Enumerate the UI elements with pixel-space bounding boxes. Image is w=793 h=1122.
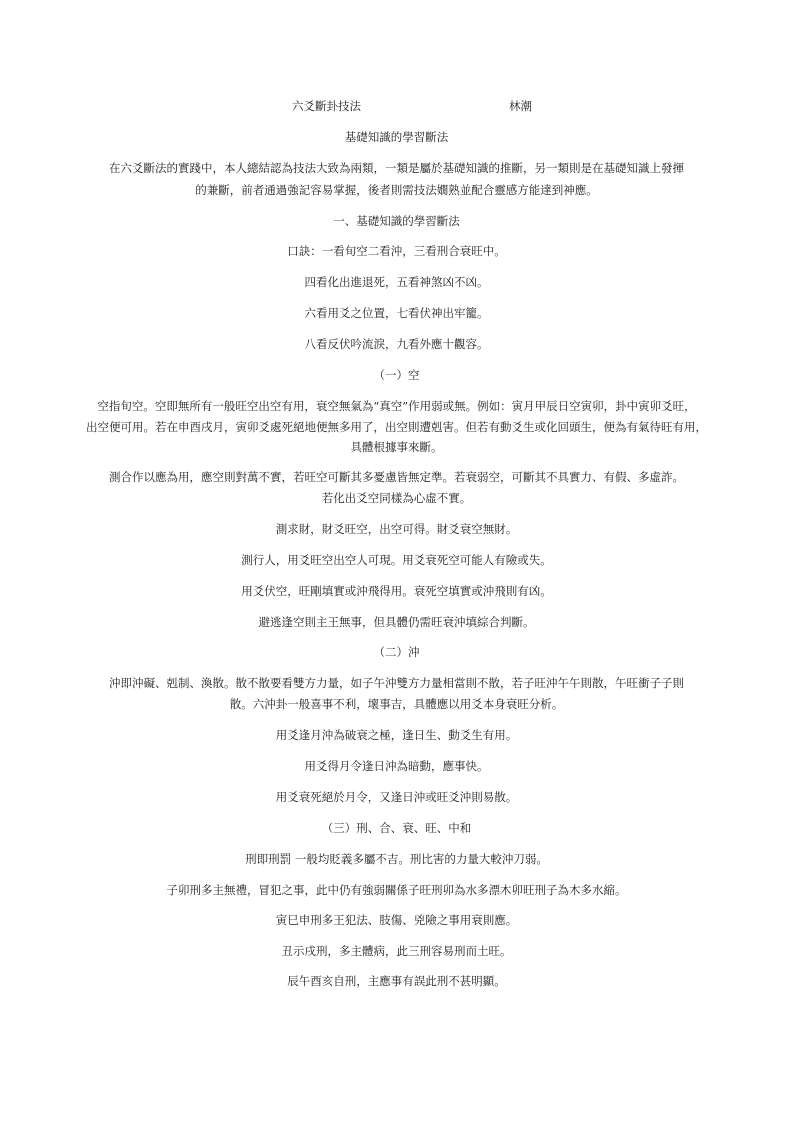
- mnemonic-line-1: 口訣：一看旬空二看沖，三看刑合衰旺中。: [287, 244, 506, 258]
- part1-heading: （一）空: [373, 368, 420, 382]
- part1-p3: 測求財，財爻旺空，出空可得。財爻衰空無財。: [275, 522, 518, 536]
- part2-p2: 用爻逢月沖為破衰之極，逢日生、動爻生有用。: [275, 728, 518, 742]
- mnemonic-line-3: 六看用爻之位置，七看伏神出牢籠。: [304, 306, 489, 320]
- part3-p2: 子卯刑多主無禮，冒犯之事，此中仍有強弱關係子旺刑卯為水多漂木卯旺刑子為木多水縮。: [166, 883, 627, 897]
- part3-p1: 刑即刑罰 一般均貶義多屬不吉。刑比害的力量大較沖刀弱。: [245, 852, 548, 866]
- part1-p4: 測行人，用爻旺空出空人可現。用爻衰死空可能人有險或失。: [241, 553, 552, 567]
- part3-p5: 辰午酉亥自刑，主應事有誤此刑不甚明顯。: [287, 974, 506, 988]
- part1-p1-line-1: 空指旬空。空即無所有一般旺空出空有用，衰空無氣為“真空”作用弱或無。例如：寅月甲辰日空寅卯，卦中寅卯爻旺，: [97, 399, 696, 413]
- part1-p6: 避逃逢空則主王無事，但具體仍需旺衰沖填綜合判斷。: [258, 615, 535, 629]
- intro-line-2: 的兼斷，前者通過強記容易掌握，後者則需技法嫺熟並配合靈感方能達到神應。: [195, 183, 598, 197]
- part3-p4: 丑示戌刑，多主體病，此三刑容易刑而土旺。: [281, 944, 512, 958]
- part3-p3: 寅巳申刑多王犯法、肢傷、兇險之事用衰則應。: [275, 913, 518, 927]
- subtitle: 基礎知識的學習斷法: [344, 130, 449, 144]
- part1-p5: 用爻伏空，旺剛填實或沖飛得用。衰死空填實或沖飛則有凶。: [241, 584, 552, 598]
- author-name: 林潮: [509, 99, 532, 113]
- part3-heading: （三）刑、合、衰、旺、中和: [321, 821, 472, 835]
- part2-p1-line-2: 散。六沖卦一般喜事不利，壞事吉，具體應以用爻本身衰旺分析。: [229, 697, 564, 711]
- part1-p2-line-1: 測合作以應為用，應空則對萬不實，若旺空可斷其多憂慮皆無定準。若衰弱空，可斷其不具實力、有假、多虛詐。: [109, 470, 684, 484]
- part2-p3: 用爻得月令逢日沖為暗動，應事快。: [304, 759, 489, 773]
- part1-p1-line-2: 出空便可用。若在申酉戌月，寅卯爻處死絕地便無多用了，出空則遭剋害。但若有動爻生或化回頭生，便為有氣待旺有用，: [86, 420, 707, 434]
- mnemonic-line-2: 四看化出進退死，五看神煞凶不凶。: [304, 275, 489, 289]
- mnemonic-line-4: 八看反伏吟流淚，九看外應十觀容。: [304, 337, 489, 351]
- part1-p2-line-2: 若化出爻空同樣為心虛不實。: [321, 491, 472, 505]
- part1-p1-line-3: 具體根據事來斷。: [350, 440, 443, 454]
- document-title: 六爻斷卦技法: [292, 99, 361, 113]
- part2-heading: （二）沖: [373, 645, 420, 659]
- part2-p4: 用爻衰死絕於月令，又逢日沖或旺爻沖則易散。: [275, 790, 518, 804]
- intro-line-1: 在六爻斷法的實踐中，本人總結認為技法大致為兩類，一類是屬於基礎知識的推斷，另一類則是在基礎知識上發揮: [109, 161, 684, 175]
- part2-p1-line-1: 沖即沖礙、剋制、渙散。散不散要看雙方力量，如子午沖雙方力量相當則不散，若子旺沖午午則散，午旺衝子子則: [109, 676, 684, 690]
- section-heading: 一、基礎知識的學習斷法: [333, 214, 460, 228]
